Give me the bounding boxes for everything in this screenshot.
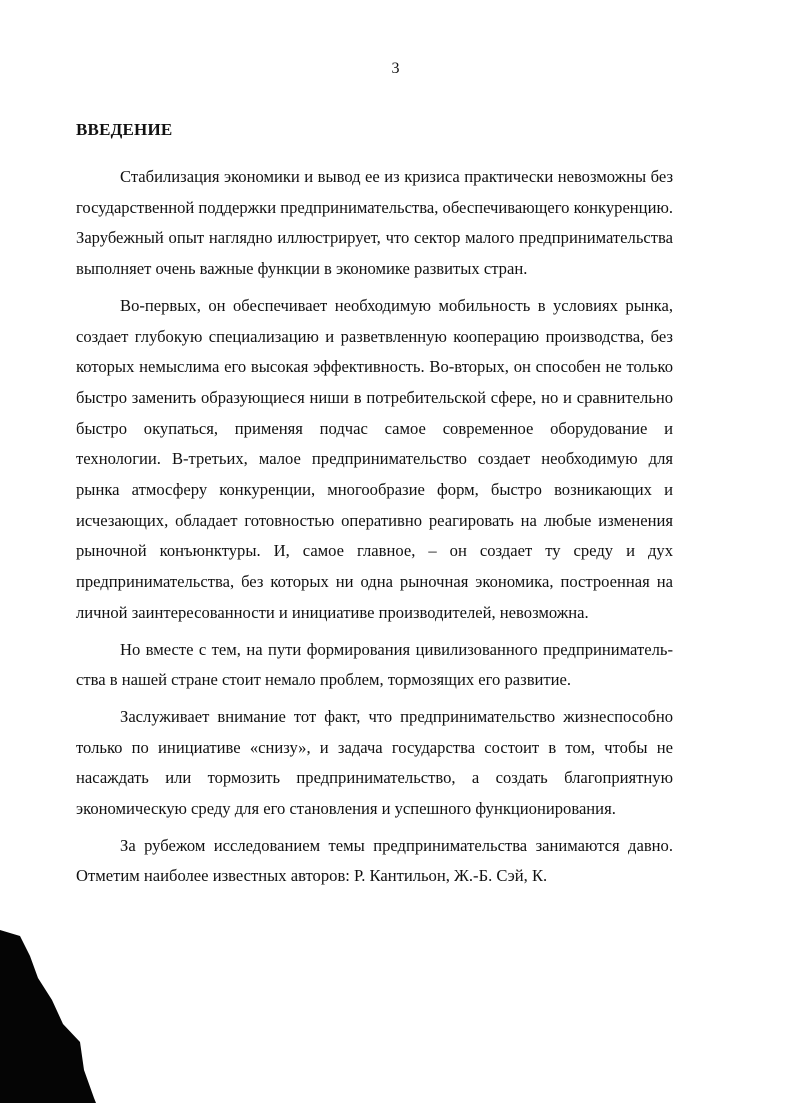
- document-body: [76, 162, 673, 898]
- paragraph-2: Во-первых, он обеспечивает необходимую мобильность в условиях рынка, создает глубокую специализацию и разветвленную кооперацию производства, без которых немыслима его высокая эффективность. Во-вторых, он способен не только быстро заменить образующиеся ниши в потребительской сфере, но и сравнительно быстро окупаться, применяя подчас самое современное оборудование и технологии. В-третьих, малое предпринимательство создает необходимую для рынка атмосферу конкуренции, многообразие форм, быстро возникающих и исчезающих, обладает готовностью оперативно реагировать на любые изменения рыночной конъюнктуры. И, самое главное, – он создает ту среду и дух предпринимательства, без которых ни одна рыночная экономика, построенная на личной заинтересованности и инициативе производителей, невозможна.: [76, 295, 673, 622]
- page-number: 3: [391, 60, 400, 77]
- scan-edge-shadow: [0, 930, 110, 1103]
- paragraph-3: Но вместе с тем, на пути формирования цивилизованного предпринимательства в нашей стране стоит немало проблем, тормозящих его развитие.: [76, 639, 673, 690]
- paragraph-4: Заслуживает внимание тот факт, что предпринимательство жизнеспособно только по инициативе «снизу», и задача государства состоит в том, чтобы не насаждать или тормозить предпринимательство, а создать благоприятную экономическую среду для его становления и успешного функционирования.: [76, 706, 673, 819]
- section-heading: ВВЕДЕНИЕ: [76, 120, 173, 139]
- paragraph-1: Стабилизация экономики и вывод ее из кризиса практически невозможны без государственной поддержки предпринимательства, обеспечивающего конкуренцию. Зарубежный опыт наглядно иллюстрирует, что сектор малого предпринимательства выполняет очень важные функции в экономике развитых стран.: [76, 167, 673, 279]
- paragraph-5: За рубежом исследованием темы предпринимательства занимаются давно. Отметим наиболее известных авторов: Р. Кантильон, Ж.-Б. Сэй, К.: [76, 835, 673, 886]
